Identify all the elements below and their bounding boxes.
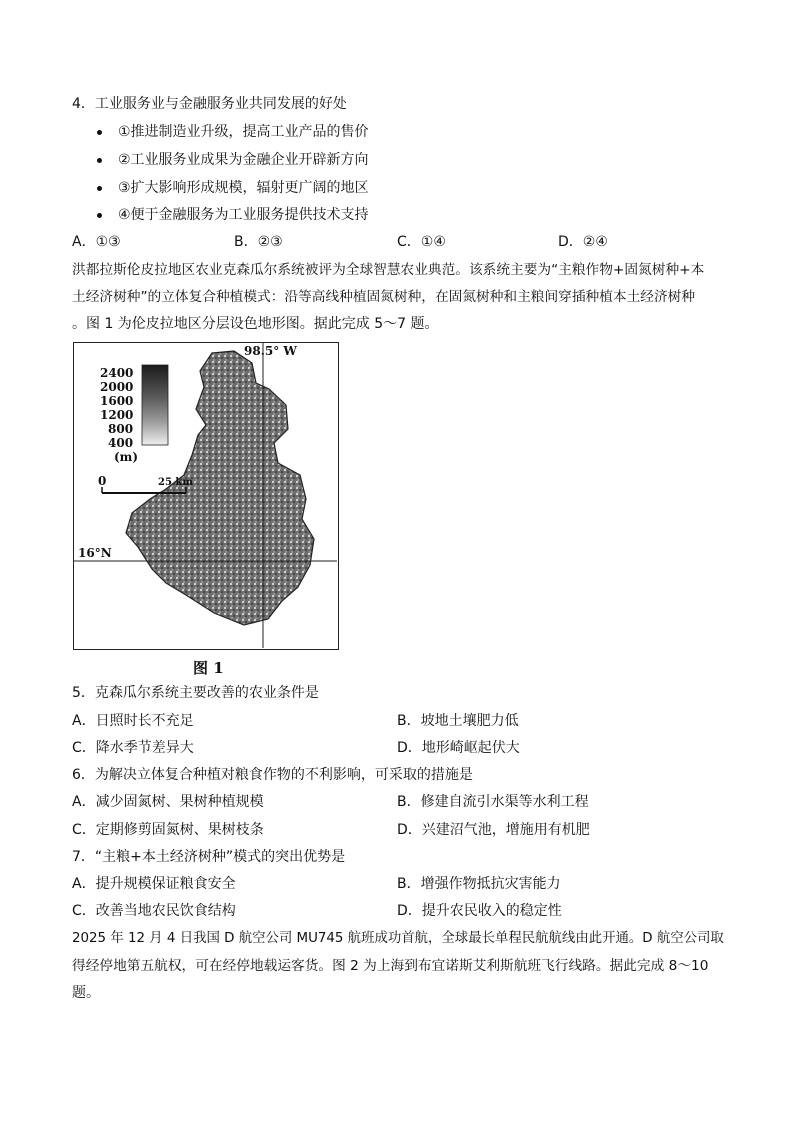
passage1-line-3: 。图 1 为伦皮拉地区分层设色地形图。据此完成 5～7 题。 [72, 316, 439, 332]
topographic-map-figure [73, 342, 339, 650]
passage2-line-3: 题。 [72, 985, 100, 1001]
topographic-map [74, 343, 337, 648]
legend-label: 2000 [100, 380, 134, 394]
bullet-icon [97, 158, 102, 163]
passage2-line-1: 2025 年 12 月 4 日我国 D 航空公司 MU745 航班成功首航，全球最长单程民航航线由此开通。D 航空公司取 [72, 931, 724, 946]
longitude-label: 98.5° W [244, 344, 297, 358]
passage1-line-1: 洪都拉斯伦皮拉地区农业克森瓜尔系统被评为全球智慧农业典范。该系统主要为“主粮作物+固氮树种+本 [72, 262, 705, 278]
scale-distance: 25 km [158, 477, 193, 488]
legend-label: 2400 [100, 366, 134, 380]
q7-option-b: B．增强作物抵抗灾害能力 [397, 876, 561, 892]
latitude-label: 16°N [78, 546, 112, 560]
q5-option-a: A．日照时长不充足 [72, 713, 194, 729]
q5-option-d: D．地形崎岖起伏大 [397, 740, 520, 756]
figure-caption: 图 1 [193, 659, 224, 677]
legend-unit: (m) [114, 450, 139, 464]
q7-option-a: A．提升规模保证粮食安全 [72, 876, 236, 892]
q6-option-b: B．修建自流引水渠等水利工程 [397, 794, 589, 810]
q6-option-d: D．兴建沼气池，增施用有机肥 [397, 822, 590, 838]
q7-stem: 7．“主粮+本土经济树种”模式的突出优势是 [72, 849, 346, 865]
legend-bar [142, 365, 168, 445]
q4-stem: 4．工业服务业与金融服务业共同发展的好处 [72, 96, 347, 112]
q7-option-d: D．提升农民收入的稳定性 [397, 903, 562, 919]
q4-item-2: ②工业服务业成果为金融企业开辟新方向 [118, 152, 369, 168]
q5-stem: 5．克森瓜尔系统主要改善的农业条件是 [72, 685, 319, 701]
q7-option-c: C．改善当地农民饮食结构 [72, 903, 236, 919]
q6-option-c: C．定期修剪固氮树、果树枝条 [72, 822, 264, 838]
legend-label: 400 [108, 436, 134, 450]
q4-item-3: ③扩大影响形成规模，辐射更广阔的地区 [118, 180, 369, 196]
scale-zero: 0 [98, 474, 107, 488]
bullet-icon [97, 213, 102, 218]
q4-option-d: D．②④ [558, 234, 608, 250]
q4-option-c: C．①④ [397, 234, 446, 250]
q4-item-1: ①推进制造业升级，提高工业产品的售价 [118, 124, 369, 140]
passage2-line-2: 得经停地第五航权，可在经停地载运客货。图 2 为上海到布宜诺斯艾利斯航班飞行线路。据此完成 8～10 [72, 958, 709, 974]
q6-stem: 6．为解决立体复合种植对粮食作物的不利影响，可采取的措施是 [72, 767, 473, 783]
q5-option-c: C．降水季节差异大 [72, 740, 194, 756]
q6-option-a: A．减少固氮树、果树种植规模 [72, 794, 264, 810]
bullet-icon [97, 186, 102, 191]
legend-label: 1600 [100, 394, 134, 408]
q4-option-a: A．①③ [72, 234, 121, 250]
bullet-icon [97, 130, 102, 135]
q4-option-b: B．②③ [234, 234, 283, 250]
q4-item-4: ④便于金融服务为工业服务提供技术支持 [118, 207, 369, 223]
passage1-line-2: 土经济树种”的立体复合种植模式：沿等高线种植固氮树种，在固氮树种和主粮间穿插种植本土经济树种 [72, 289, 696, 305]
q5-option-b: B．坡地土壤肥力低 [397, 713, 519, 729]
legend-label: 1200 [100, 408, 134, 422]
legend-label: 800 [108, 422, 134, 436]
